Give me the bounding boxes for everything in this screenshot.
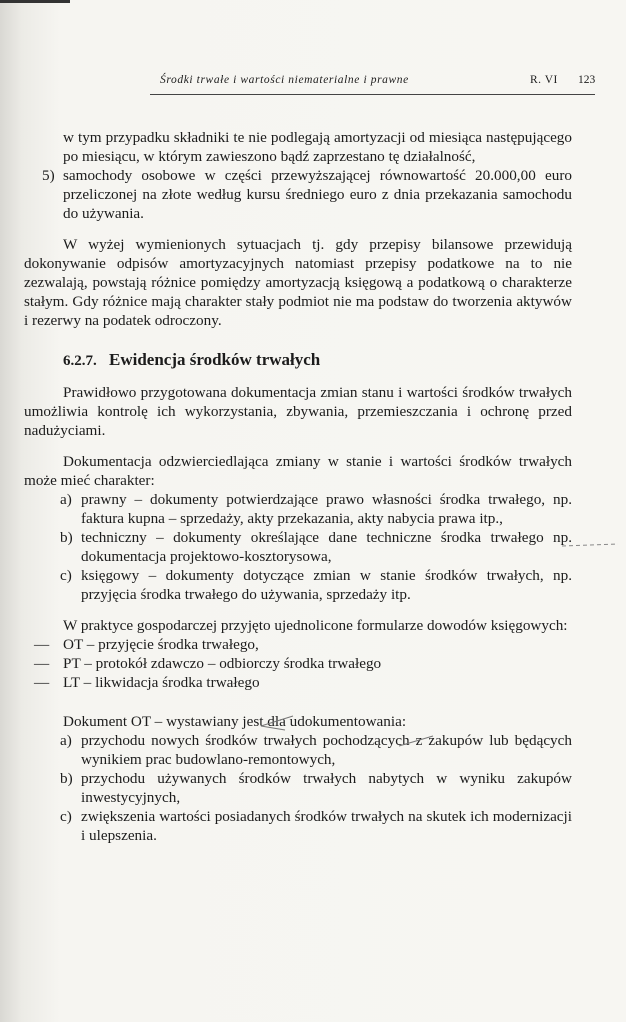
list-item-5 — [24, 166, 572, 223]
spacer — [24, 330, 572, 350]
spacer — [24, 223, 572, 235]
page-number: 123 — [578, 74, 596, 86]
ot-list-item-c — [24, 807, 572, 845]
pencil-arrow-icon — [255, 712, 295, 732]
list-item-text: zwiększenia wartości posiadanych środków trwałych na skutek ich modernizacji i ulepszenia. — [81, 808, 572, 844]
list-marker: b) — [60, 770, 73, 787]
list-item-text: techniczny – dokumenty określające dane techniczne środka trwałego np. dokumentacja projektowo-kosztorysowa, — [81, 529, 572, 565]
dash-item-text: OT – przyjęcie środka trwałego, — [63, 636, 259, 653]
list-item-b — [24, 528, 572, 566]
list-marker: 5) — [42, 167, 55, 184]
list-marker: a) — [60, 732, 72, 749]
paragraph-ot-document: Dokument OT – wystawiany jest dla udokumentowania: — [63, 713, 407, 730]
list-marker: c) — [60, 808, 72, 825]
spacer — [24, 604, 572, 616]
list-item-text: prawny – dokumenty potwierdzające prawo własności środka trwałego, np. faktura kupna – sprzedaży, akty przekazania, akty nabycia prawa itp., — [81, 491, 572, 527]
dash-item-pt — [24, 654, 572, 673]
heading-number: 6.2.7. — [63, 353, 97, 369]
paragraph-permanent-differences: W wyżej wymienionych sytuacjach tj. gdy przepisy bilansowe przewidują dokonywanie odpisów amortyzacyjnych natomiast przepisy podatkowe na to nie zezwalają, powstają różnice pomiędzy amortyzacją księgową a podatkową o charakterze stałym. Gdy różnice mają charakter stały podmiot nie ma podstaw do tworzenia aktywów i rezerwy na podatek odroczony. — [24, 236, 572, 329]
section-heading — [24, 350, 572, 371]
list-marker: b) — [60, 529, 73, 546]
spacer — [24, 371, 572, 383]
page-body — [24, 128, 572, 845]
running-title: Środki trwałe i wartości niematerialne i prawne — [160, 74, 409, 86]
list-item-text: księgowy – dokumenty dotyczące zmian w stanie środków trwałych, np. przyjęcia środka trwałego do używania, sprzedaży itp. — [81, 567, 572, 603]
paragraph-forms: W praktyce gospodarczej przyjęto ujednolicone formularze dowodów księgowych: — [63, 617, 568, 634]
dash-marker: — — [34, 674, 50, 691]
paragraph-documentation: Prawidłowo przygotowana dokumentacja zmian stanu i wartości środków trwałych umożliwia kontrolę ich wykorzystania, zbywania, przemieszczania i ochronę przed nadużyciami. — [24, 384, 572, 439]
ot-list-item-b — [24, 769, 572, 807]
spacer — [24, 440, 572, 452]
list-item-text: przychodu nowych środków trwałych pochodzących z zakupów lub będących wynikiem prac budowlano-remontowych, — [81, 732, 572, 768]
dash-item-text: LT – likwidacja środka trwałego — [63, 674, 260, 691]
section-label: R. VI — [530, 74, 558, 86]
running-header — [150, 74, 595, 92]
pencil-mark-icon — [560, 540, 620, 550]
paragraph-document-types: Dokumentacja odzwierciedlająca zmiany w stanie i wartości środków trwałych może mieć charakter: — [24, 453, 572, 489]
pencil-arrow-icon — [395, 733, 435, 751]
list-item-text: samochody osobowe w części przewyższającej równowartość 20.000,00 euro przeliczonej na złote według kursu średniego euro z dnia przekazania samochodu do używania. — [63, 167, 572, 222]
scan-edge-mark — [0, 0, 70, 3]
dash-item-lt — [24, 673, 572, 692]
header-rule — [150, 94, 595, 95]
list-item-c — [24, 566, 572, 604]
list-marker: a) — [60, 491, 72, 508]
dash-item-ot — [24, 635, 572, 654]
heading-text: Ewidencja środków trwałych — [109, 350, 321, 369]
dash-marker: — — [34, 636, 50, 653]
dash-marker: — — [34, 655, 50, 672]
dash-item-text: PT – protokół zdawczo – odbiorczy środka trwałego — [63, 655, 382, 672]
list-marker: c) — [60, 567, 72, 584]
paragraph-continuation: w tym przypadku składniki te nie podlegają amortyzacji od miesiąca następującego po miesiącu, w którym zawieszono bądź zaprzestano tę działalność, — [63, 129, 572, 165]
spacer — [24, 692, 572, 712]
list-item-a — [24, 490, 572, 528]
ot-list-item-a — [24, 731, 572, 769]
list-item-text: przychodu używanych środków trwałych nabytych w wyniku zakupów inwestycyjnych, — [81, 770, 572, 806]
